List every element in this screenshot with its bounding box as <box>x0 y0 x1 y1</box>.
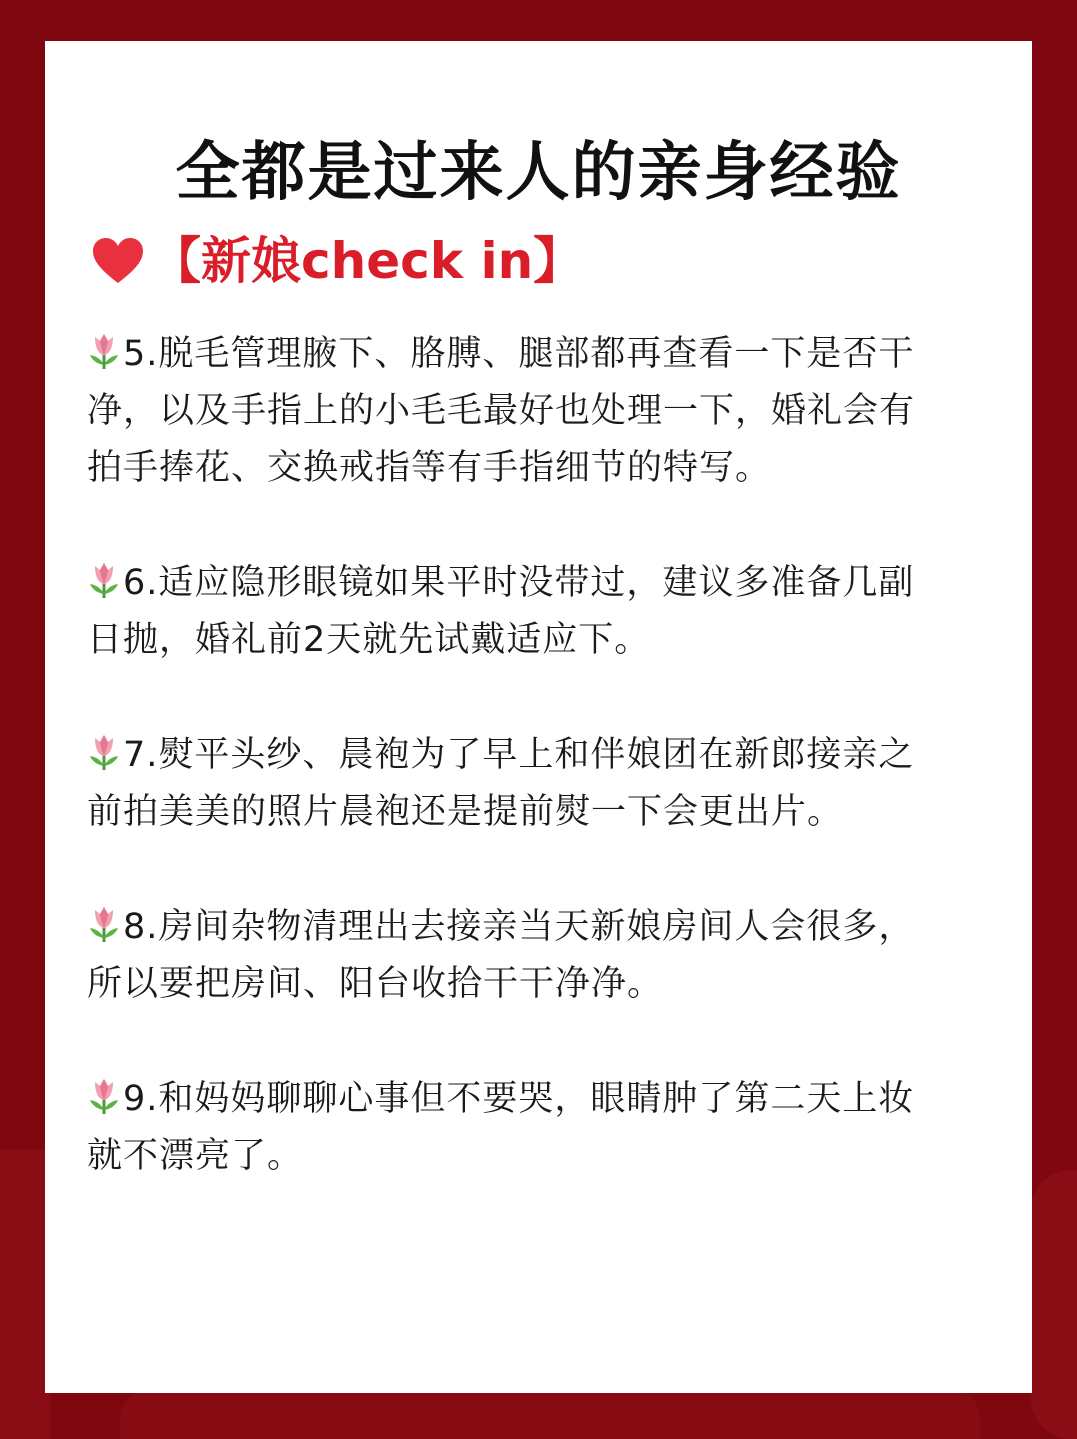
tulip-icon <box>87 732 121 772</box>
list-item <box>87 555 947 669</box>
list-item <box>87 899 947 1013</box>
item-text: 7.熨平头纱、晨袍为了早上和伴娘团在新郎接亲之前拍美美的照片晨袍还是提前熨一下会更出片。 <box>87 735 915 832</box>
section-heading <box>91 229 583 293</box>
tulip-icon <box>87 1076 121 1116</box>
tulip-icon <box>87 331 121 371</box>
item-text: 8.房间杂物清理出去接亲当天新娘房间人会很多，所以要把房间、阳台收拾干干净净。 <box>87 907 915 1004</box>
page-title: 全都是过来人的亲身经验 <box>175 136 902 210</box>
list-item <box>87 1071 947 1185</box>
heart-icon <box>91 237 145 285</box>
item-text: 6.适应隐形眼镜如果平时没带过，建议多准备几副日抛，婚礼前2天就先试戴适应下。 <box>87 563 915 660</box>
watermark-shape-bottom <box>120 1389 980 1439</box>
list-item <box>87 727 947 841</box>
item-text: 5.脱毛管理腋下、胳膊、腿部都再查看一下是否干净，以及手指上的小毛毛最好也处理一下，婚礼会有拍手捧花、交换戒指等有手指细节的特写。 <box>87 334 916 488</box>
watermark-shape-left <box>0 1150 50 1439</box>
tulip-icon <box>87 904 121 944</box>
tulip-icon <box>87 560 121 600</box>
section-label: 【新娘check in】 <box>151 232 584 290</box>
watermark-shape-right <box>1031 1170 1077 1439</box>
tips-list <box>87 326 947 1243</box>
content-card <box>45 41 1032 1393</box>
list-item <box>87 326 947 497</box>
item-text: 9.和妈妈聊聊心事但不要哭，眼睛肿了第二天上妆就不漂亮了。 <box>87 1079 915 1176</box>
